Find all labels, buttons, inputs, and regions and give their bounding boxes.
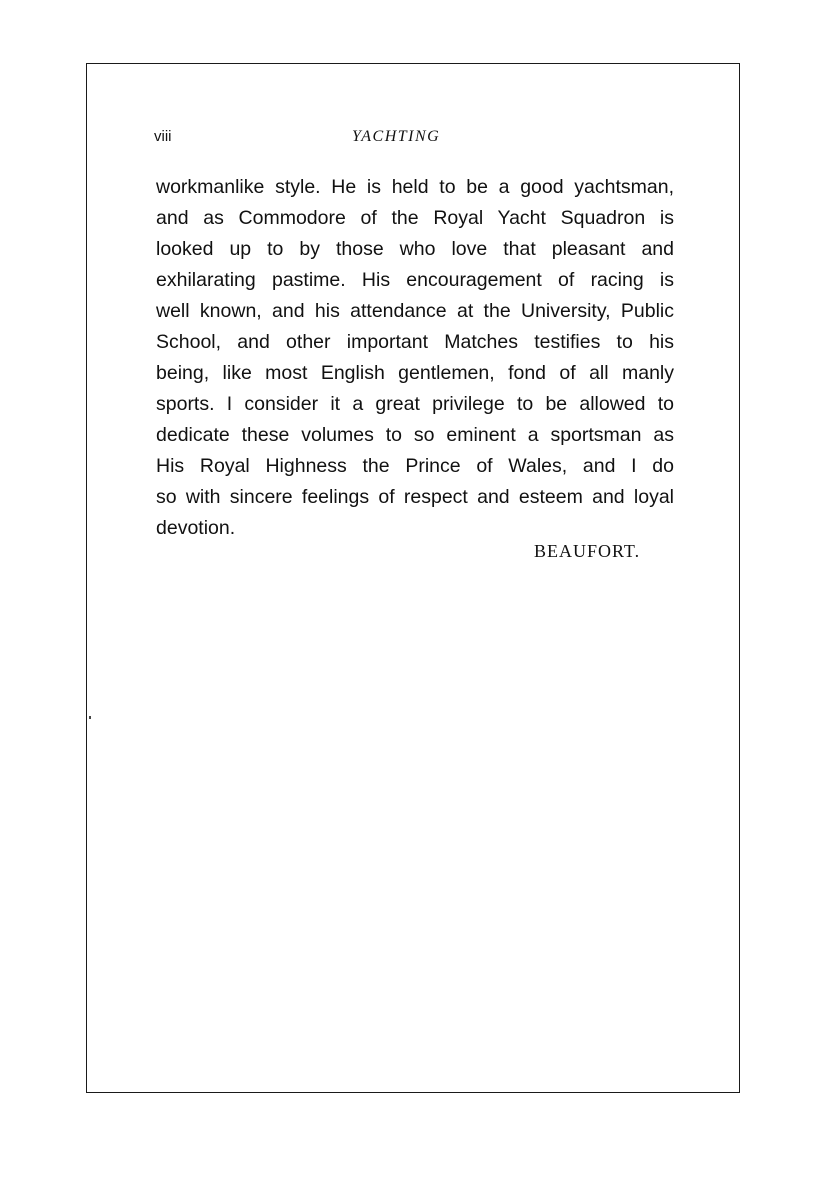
running-head [154,128,674,150]
text-line: School, and other important Matches testifies to his [156,331,674,353]
text-line: well known, and his attendance at the University, Public [156,300,674,322]
text-line: His Royal Highness the Prince of Wales, and I do [156,455,674,477]
running-title: YACHTING [352,128,441,145]
text-line: looked up to by those who love that pleasant and [156,238,674,260]
page-number: viii [154,128,172,145]
text-line: exhilarating pastime. His encouragement of racing is [156,269,674,291]
text-line: devotion. [156,517,236,539]
text-line: being, like most English gentlemen, fond of all manly [156,362,674,384]
text-line: sports. I consider it a great privilege to be allowed to [156,393,674,415]
text-line: dedicate these volumes to so eminent a sportsman as [156,424,674,446]
scan-speck [89,716,91,719]
text-line: so with sincere feelings of respect and esteem and loyal [156,486,674,508]
text-line: workmanlike style. He is held to be a good yachtsman, [156,176,674,198]
signature: BEAUFORT. [534,541,641,561]
body-paragraph [156,172,674,544]
text-line: and as Commodore of the Royal Yacht Squadron is [156,207,674,229]
